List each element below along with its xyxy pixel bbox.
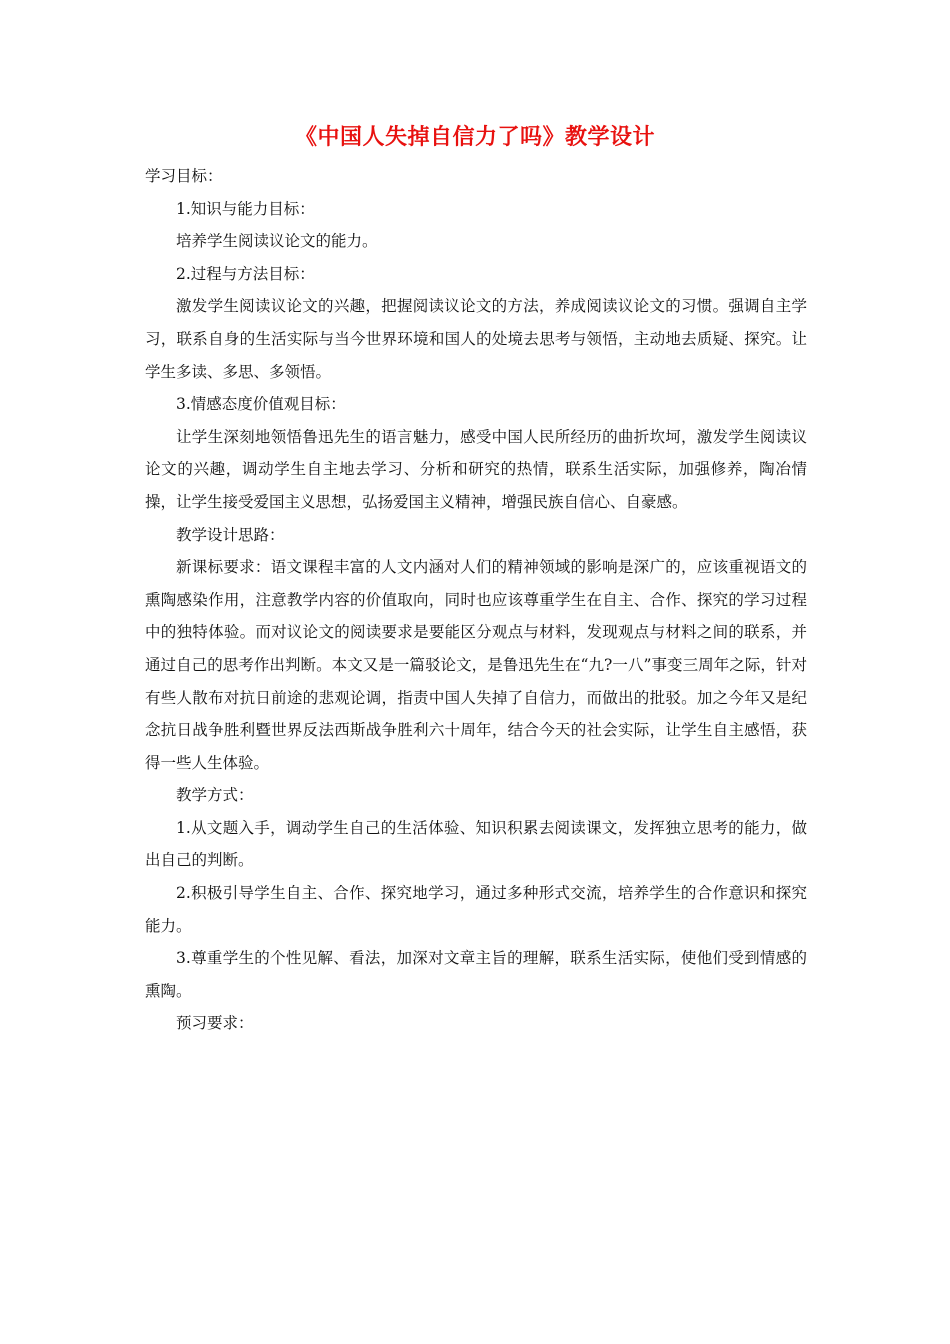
subheading-process-method: 2.过程与方法目标：	[176, 264, 315, 283]
document-body	[145, 160, 807, 1040]
paragraph: 新课标要求：语文课程丰富的人文内涵对人们的精神领域的影响是深广的，应该重视语文的熏陶感染作用，注意教学内容的价值取向，同时也应该尊重学生在自主、合作、探究的学习过程中的独特体验。而对议论文的阅读要求是要能区分观点与材料，发现观点与材料之间的联系，并通过自己的思考作出判断。本文又是一篇驳论文，是鲁迅先生在“九?一八”事变三周年之际，针对有些人散布对抗日前途的悲观论调，指责中国人失掉了自信力，而做出的批驳。加之今年又是纪念抗日战争胜利暨世界反法西斯战争胜利六十周年，结合今天的社会实际，让学生自主感悟，获得一些人生体验。	[145, 558, 807, 772]
section-heading-teaching-methods: 教学方式：	[176, 786, 254, 805]
section-heading-design-ideas: 教学设计思路：	[176, 525, 285, 544]
subheading-emotion-values: 3.情感态度价值观目标：	[176, 395, 346, 414]
list-item: 1.从文题入手，调动学生自己的生活体验、知识积累去阅读课文，发挥独立思考的能力，做出自己的判断。	[145, 818, 807, 870]
list-item: 2.积极引导学生自主、合作、探究地学习，通过多种形式交流，培养学生的合作意识和探究能力。	[145, 884, 807, 935]
paragraph: 让学生深刻地领悟鲁迅先生的语言魅力，感受中国人民所经历的曲折坎坷，激发学生阅读议论文的兴趣，调动学生自主地去学习、分析和研究的热情，联系生活实际，加强修养，陶冶情操，让学生接受爱国主义思想，弘扬爱国主义精神，增强民族自信心、自豪感。	[145, 427, 807, 511]
document-title: 《中国人失掉自信力了吗》教学设计	[294, 124, 655, 150]
section-heading-preview-requirements: 预习要求：	[176, 1014, 254, 1033]
subheading-knowledge-ability: 1.知识与能力目标：	[176, 199, 315, 218]
paragraph: 培养学生阅读议论文的能力。	[176, 232, 378, 251]
paragraph: 激发学生阅读议论文的兴趣，把握阅读议论文的方法，养成阅读议论文的习惯。强调自主学习，联系自身的生活实际与当今世界环境和国人的处境去思考与领悟，主动地去质疑、探究。让学生多读、多思、多领悟。	[145, 297, 807, 381]
section-heading-learning-goals: 学习目标：	[145, 167, 223, 185]
list-item: 3.尊重学生的个性见解、看法，加深对文章主旨的理解，联系生活实际，使他们受到情感的熏陶。	[145, 949, 807, 1000]
